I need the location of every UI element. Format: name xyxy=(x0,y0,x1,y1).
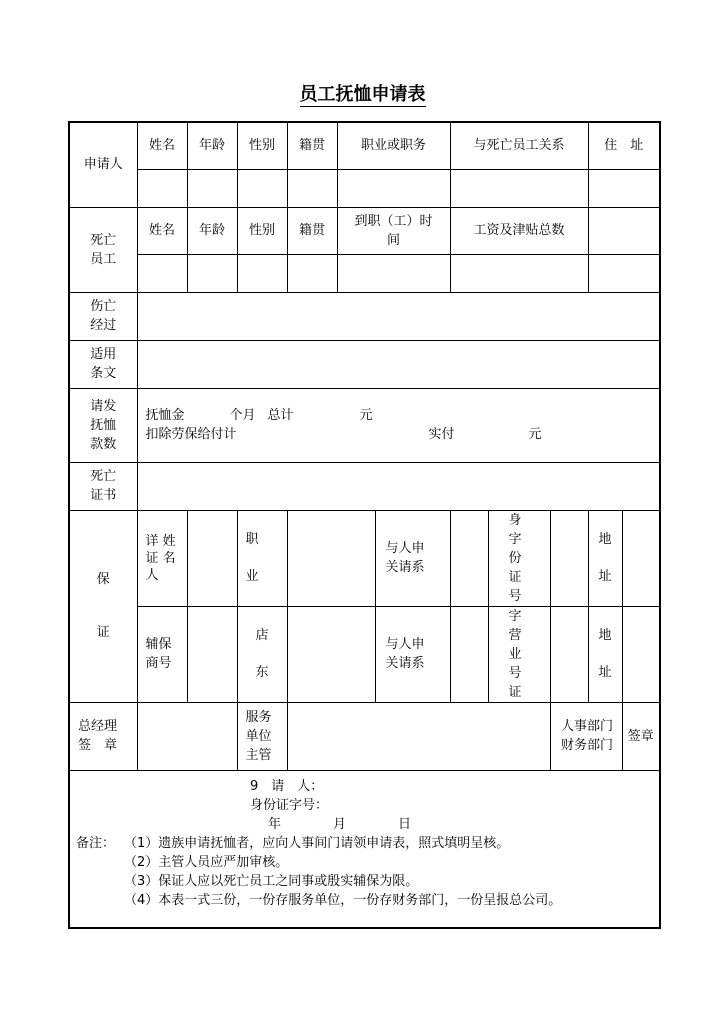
note-label: 备注： xyxy=(76,835,116,851)
title-text: 员工抚恤申请表 xyxy=(299,84,426,105)
deceased-name-header: 姓名 xyxy=(137,207,187,254)
unit-head-label: 服务单位主管 xyxy=(237,702,287,770)
deceased-extra-field[interactable] xyxy=(588,254,660,292)
footer-notes xyxy=(76,834,659,910)
death-cert-field[interactable] xyxy=(137,462,660,510)
note-item: （2）主管人员应严加审核。 xyxy=(124,854,289,870)
payment-months-label: 个月 xyxy=(229,408,256,423)
page-title xyxy=(0,80,725,106)
guarantor-shop-label: 辅保商号 xyxy=(137,606,187,702)
payment-pension-label: 抚恤金 xyxy=(145,408,185,423)
death-cert-label: 死亡证书 xyxy=(69,462,137,510)
guarantor-address-a: 地 xyxy=(598,532,612,547)
applicant-name-header: 姓名 xyxy=(137,122,187,169)
payment-total-label: 总计 xyxy=(267,408,294,423)
guarantor-shop-field[interactable] xyxy=(187,606,237,702)
footer-date-month: 月 xyxy=(333,816,347,832)
guarantor2-address-field[interactable] xyxy=(622,606,660,702)
guarantor2-address-b: 址 xyxy=(598,665,612,680)
applicant-address-field[interactable] xyxy=(588,169,660,207)
deceased-extra-header xyxy=(588,207,660,254)
guarantor-relation-field[interactable] xyxy=(450,510,488,606)
guarantor-address-b: 址 xyxy=(598,569,612,584)
payment-line-2 xyxy=(146,425,660,444)
deceased-age-field[interactable] xyxy=(187,254,237,292)
applicant-origin-field[interactable] xyxy=(287,169,337,207)
guarantor-name-label: 详 姓 证 名 人 xyxy=(137,510,187,606)
seal-label: 签章 xyxy=(622,702,660,770)
deceased-salary-header: 工资及津贴总数 xyxy=(450,207,588,254)
guarantor-address-field[interactable] xyxy=(622,510,660,606)
payment-total-unit: 元 xyxy=(359,408,373,423)
gm-sign-label: 总经理签 章 xyxy=(69,702,137,770)
guarantor2-address-label xyxy=(588,606,622,702)
deceased-age-header: 年龄 xyxy=(187,207,237,254)
deceased-label: 死亡员工 xyxy=(69,207,137,292)
note-list xyxy=(124,834,561,910)
applicant-name-field[interactable] xyxy=(137,169,187,207)
applicant-job-field[interactable] xyxy=(337,169,450,207)
guarantor-job-a: 职 xyxy=(245,532,259,547)
guarantor2-relation-label: 与人申关请系 xyxy=(375,606,450,702)
deceased-salary-field[interactable] xyxy=(450,254,588,292)
deceased-hire-date-header: 到职（工）时间 xyxy=(337,207,450,254)
payment-label: 请发抚恤款数 xyxy=(69,388,137,462)
guarantor2-relation-field[interactable] xyxy=(450,606,488,702)
guarantor-job-b: 业 xyxy=(245,569,259,584)
guarantor-id-label: 身字份证号 xyxy=(488,510,550,606)
footer-applicant: 9 请 人： xyxy=(250,778,324,794)
payment-field[interactable] xyxy=(137,388,660,462)
payment-line-1 xyxy=(146,406,660,425)
payment-actual-unit: 元 xyxy=(528,427,542,442)
injury-field[interactable] xyxy=(137,292,660,340)
deceased-origin-field[interactable] xyxy=(287,254,337,292)
guarantor-license-field[interactable] xyxy=(550,606,588,702)
footer-date xyxy=(76,815,659,834)
guarantee-label-top: 保 xyxy=(96,572,110,587)
gm-sign-field[interactable] xyxy=(137,702,237,770)
deceased-name-field[interactable] xyxy=(137,254,187,292)
applicant-job-header: 职业或职务 xyxy=(337,122,450,169)
guarantor2-address-a: 地 xyxy=(598,628,612,643)
guarantor-owner-b: 东 xyxy=(255,665,269,680)
articles-label: 适用条文 xyxy=(69,340,137,388)
guarantor-owner-label xyxy=(237,606,287,702)
payment-actual-label: 实付 xyxy=(428,427,455,442)
hr-finance-label: 人事部门财务部门 xyxy=(550,702,622,770)
note-item: （4）本表一式三份，一份存服务单位，一份存财务部门，一份呈报总公司。 xyxy=(124,892,562,908)
footer-section xyxy=(69,770,660,928)
guarantor-id-field[interactable] xyxy=(550,510,588,606)
guarantor-job-field[interactable] xyxy=(287,510,375,606)
guarantor-job-label xyxy=(237,510,287,606)
guarantor-address-label xyxy=(588,510,622,606)
applicant-origin-header: 籍贯 xyxy=(287,122,337,169)
applicant-label: 申请人 xyxy=(69,122,137,207)
applicant-relation-header: 与死亡员工关系 xyxy=(450,122,588,169)
guarantor-owner-a: 店 xyxy=(255,628,269,643)
applicant-age-header: 年龄 xyxy=(187,122,237,169)
injury-label: 伤亡经过 xyxy=(69,292,137,340)
deceased-origin-header: 籍贯 xyxy=(287,207,337,254)
unit-head-field[interactable] xyxy=(287,702,550,770)
guarantee-label xyxy=(69,510,137,702)
applicant-address-header: 住 址 xyxy=(588,122,660,169)
articles-field[interactable] xyxy=(137,340,660,388)
guarantee-label-bottom: 证 xyxy=(96,625,110,640)
applicant-sex-header: 性别 xyxy=(237,122,287,169)
footer-date-day: 日 xyxy=(398,816,412,832)
applicant-age-field[interactable] xyxy=(187,169,237,207)
deceased-hire-date-field[interactable] xyxy=(337,254,450,292)
application-form xyxy=(68,121,661,929)
deceased-sex-field[interactable] xyxy=(237,254,287,292)
note-item: （3）保证人应以死亡员工之同事或殷实辅保为限。 xyxy=(124,873,419,889)
guarantor-name-field[interactable] xyxy=(187,510,237,606)
guarantor-relation-label: 与人申关请系 xyxy=(375,510,450,606)
footer-id-no: 身份证字号： xyxy=(250,797,329,813)
guarantor-owner-field[interactable] xyxy=(287,606,375,702)
note-item: （1）遗族申请抚恤者，应向人事间门请领申请表，照式填明呈核。 xyxy=(124,835,510,851)
deceased-sex-header: 性别 xyxy=(237,207,287,254)
guarantor-license-label: 字营业号证 xyxy=(488,606,550,702)
applicant-sex-field[interactable] xyxy=(237,169,287,207)
payment-deduct-label: 扣除劳保给付计 xyxy=(145,427,237,442)
footer-date-year: 年 xyxy=(268,816,282,832)
applicant-relation-field[interactable] xyxy=(450,169,588,207)
